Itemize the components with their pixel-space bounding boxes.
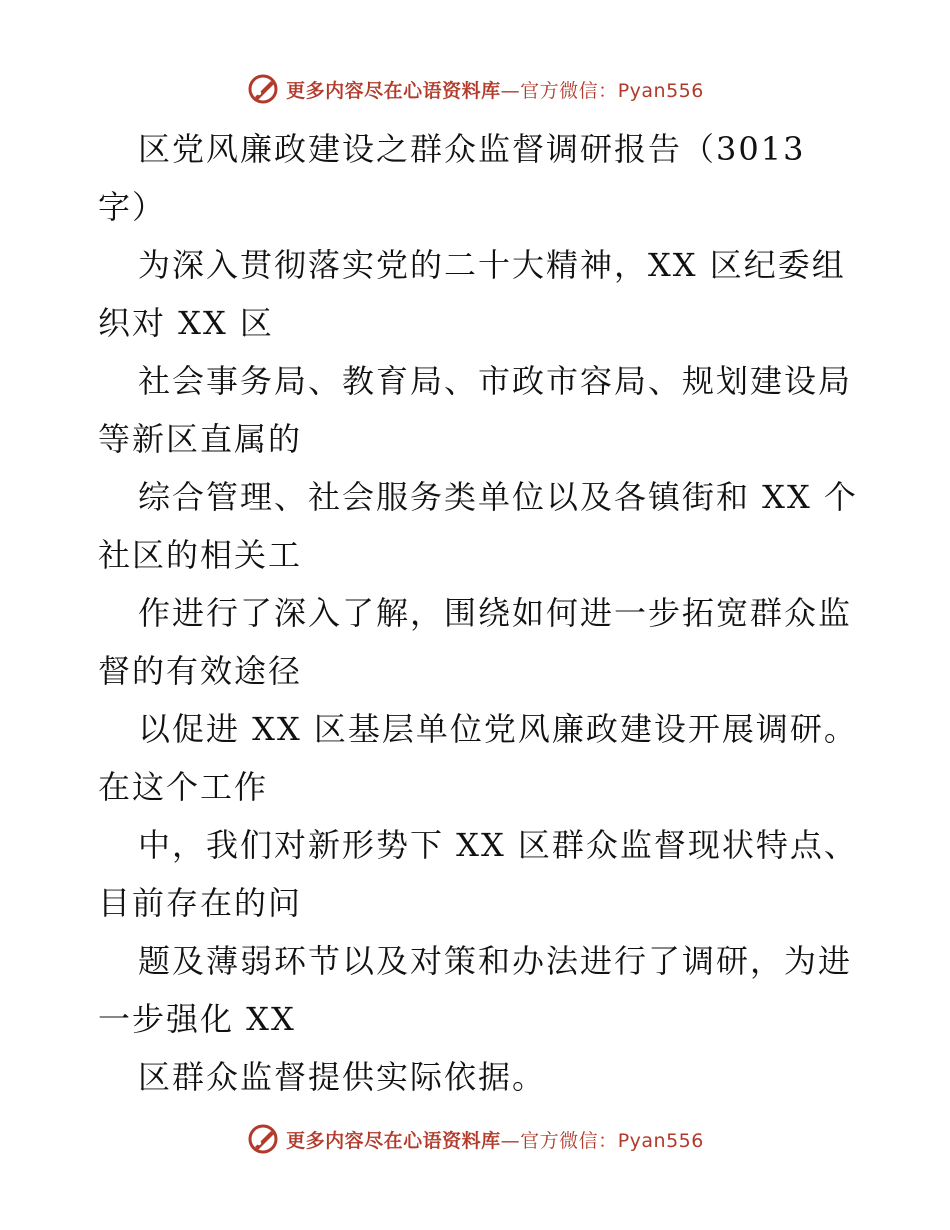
paragraph-1-line-2: 织对 XX 区 <box>98 304 274 342</box>
paragraph-5 <box>98 700 858 816</box>
watermark-site: 更多内容尽在心语资料库 <box>286 79 501 102</box>
paragraph-6-line-1: 中，我们对新形势下 XX 区群众监督现状特点、 <box>138 826 858 864</box>
paragraph-1 <box>98 236 858 352</box>
paragraph-7-line-1: 题及薄弱环节以及对策和办法进行了调研，为进 <box>138 942 853 980</box>
paragraph-7-line-2: 一步强化 XX <box>98 1000 296 1038</box>
watermark-label: 官方微信： <box>520 1129 618 1152</box>
paragraph-2-line-1: 社会事务局、教育局、市政市容局、规划建设局 <box>138 362 853 400</box>
paragraph-7 <box>98 932 858 1048</box>
title-line-2: 字） <box>98 188 167 226</box>
watermark-label: 官方微信： <box>520 79 618 102</box>
watermark-id: Pyan556 <box>617 1129 704 1152</box>
footer-watermark <box>0 1122 950 1156</box>
paragraph-6-line-2: 目前存在的问 <box>98 884 303 922</box>
header-watermark <box>0 72 950 106</box>
paragraph-5-line-2: 在这个工作 <box>98 768 269 806</box>
paragraph-2 <box>98 352 858 468</box>
watermark-text <box>286 76 704 103</box>
paragraph-8 <box>98 1048 858 1106</box>
pen-circle-logo-icon <box>246 1122 280 1156</box>
paragraph-1-line-1: 为深入贯彻落实党的二十大精神，XX 区纪委组 <box>138 246 846 284</box>
watermark-dash: — <box>500 79 521 102</box>
paragraph-8-line-1: 区群众监督提供实际依据。 <box>138 1058 547 1096</box>
watermark-site: 更多内容尽在心语资料库 <box>286 1129 501 1152</box>
paragraph-3-line-1: 综合管理、社会服务类单位以及各镇街和 XX 个 <box>138 478 858 516</box>
watermark-id: Pyan556 <box>617 79 704 102</box>
paragraph-4-line-2: 督的有效途径 <box>98 652 303 690</box>
watermark-text <box>286 1126 704 1153</box>
watermark-dash: — <box>500 1129 521 1152</box>
document-body <box>98 120 858 1106</box>
paragraph-2-line-2: 等新区直属的 <box>98 420 303 458</box>
paragraph-6 <box>98 816 858 932</box>
paragraph-3 <box>98 468 858 584</box>
paragraph-4-line-1: 作进行了深入了解，围绕如何进一步拓宽群众监 <box>138 594 853 632</box>
document-title <box>98 120 858 236</box>
paragraph-5-line-1: 以促进 XX 区基层单位党风廉政建设开展调研。 <box>138 710 858 748</box>
paragraph-4 <box>98 584 858 700</box>
title-line-1: 区党风廉政建设之群众监督调研报告（3013 <box>138 130 806 168</box>
pen-circle-logo-icon <box>246 72 280 106</box>
paragraph-3-line-2: 社区的相关工 <box>98 536 303 574</box>
